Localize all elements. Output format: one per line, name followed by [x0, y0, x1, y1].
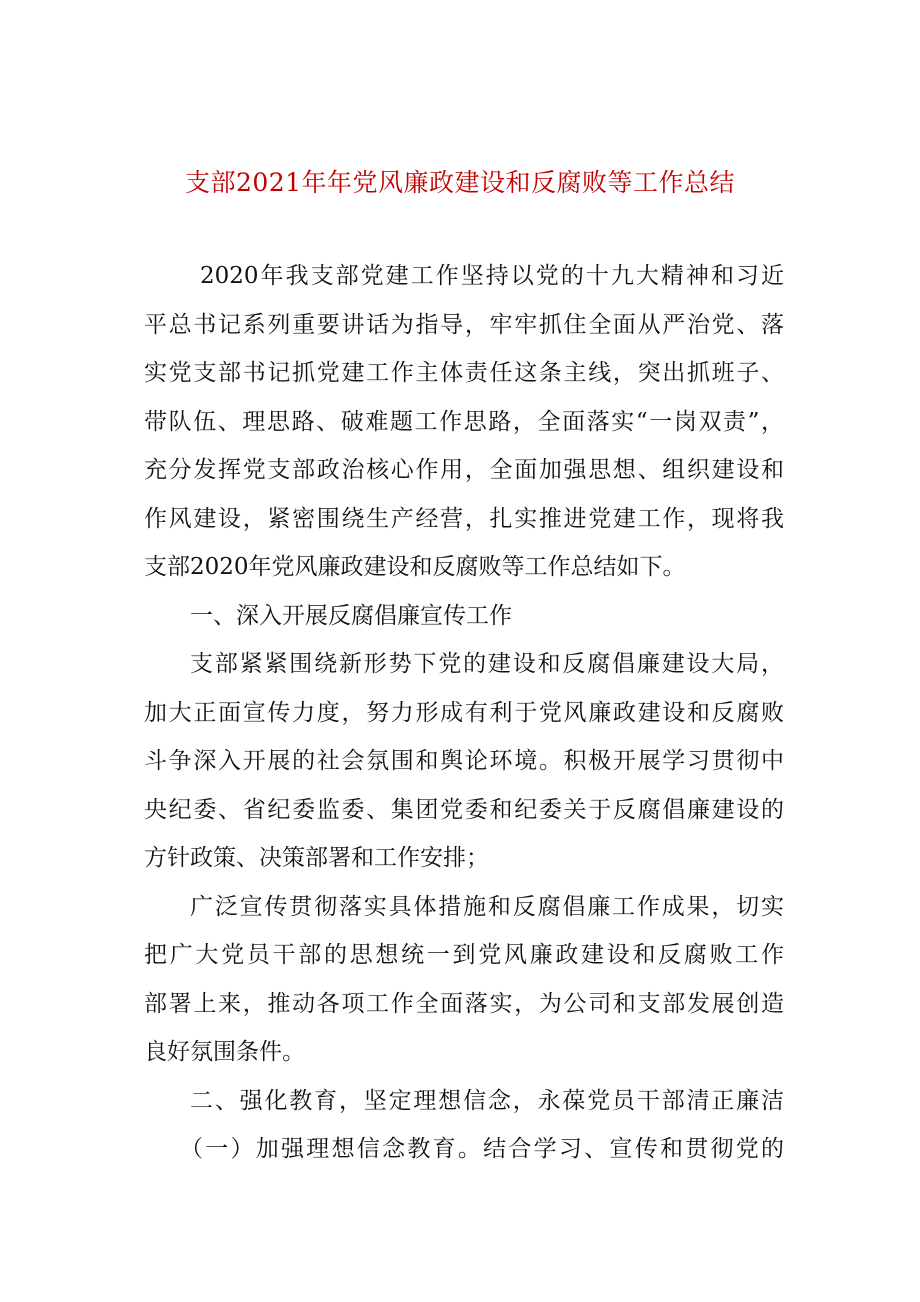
- paragraph-1-line-5: 充分发挥党支部政治核心作用，全面加强思想、组织建设和: [144, 457, 784, 483]
- document-title: 支部2021年年党风廉政建设和反腐败等工作总结: [184, 168, 736, 197]
- paragraph-1-line-3: 实党支部书记抓党建工作主体责任这条主线，突出抓班子、: [144, 360, 784, 386]
- paragraph-1-line-1: 2020年我支部党建工作坚持以党的十九大精神和习近: [200, 263, 784, 289]
- paragraph-2-line-4: 央纪委、省纪委监委、集团党委和纪委关于反腐倡廉建设的: [144, 796, 784, 823]
- paragraph-3-line-1: 广泛宣传贯彻落实具体措施和反腐倡廉工作成果，切实: [190, 893, 784, 920]
- paragraph-2-line-5: 方针政策、决策部署和工作安排；: [144, 845, 489, 871]
- section-heading-1: 一、深入开展反腐倡廉宣传工作: [190, 602, 512, 629]
- paragraph-3-line-3: 部署上来，推动各项工作全面落实，为公司和支部发展创造: [144, 990, 784, 1017]
- paragraph-1-line-2: 平总书记系列重要讲话为指导，牢牢抓住全面从严治党、落: [144, 311, 784, 338]
- paragraph-1-line-6: 作风建设，紧密围绕生产经营，扎实推进党建工作，现将我: [144, 505, 784, 532]
- paragraph-3-line-2: 把广大党员干部的思想统一到党风廉政建设和反腐败工作: [144, 942, 784, 968]
- paragraph-1-line-4: 带队伍、理思路、破难题工作思路，全面落实“一岗双责”，: [144, 408, 784, 435]
- subsection-line-1: （一）加强理想信念教育。结合学习、宣传和贯彻党的: [180, 1136, 784, 1162]
- paragraph-2-line-2: 加大正面宣传力度，努力形成有利于党风廉政建设和反腐败: [144, 699, 784, 726]
- paragraph-3-line-4: 良好氛围条件。: [144, 1039, 305, 1065]
- paragraph-2-line-1: 支部紧紧围绕新形势下党的建设和反腐倡廉建设大局，: [190, 651, 784, 677]
- document-body: [144, 252, 784, 1174]
- section-heading-2: 二、强化教育，坚定理想信念，永葆党员干部清正廉洁: [190, 1087, 784, 1114]
- paragraph-1-line-7: 支部2020年党风廉政建设和反腐败等工作总结如下。: [144, 554, 686, 580]
- paragraph-2-line-3: 斗争深入开展的社会氛围和舆论环境。积极开展学习贯彻中: [144, 748, 784, 774]
